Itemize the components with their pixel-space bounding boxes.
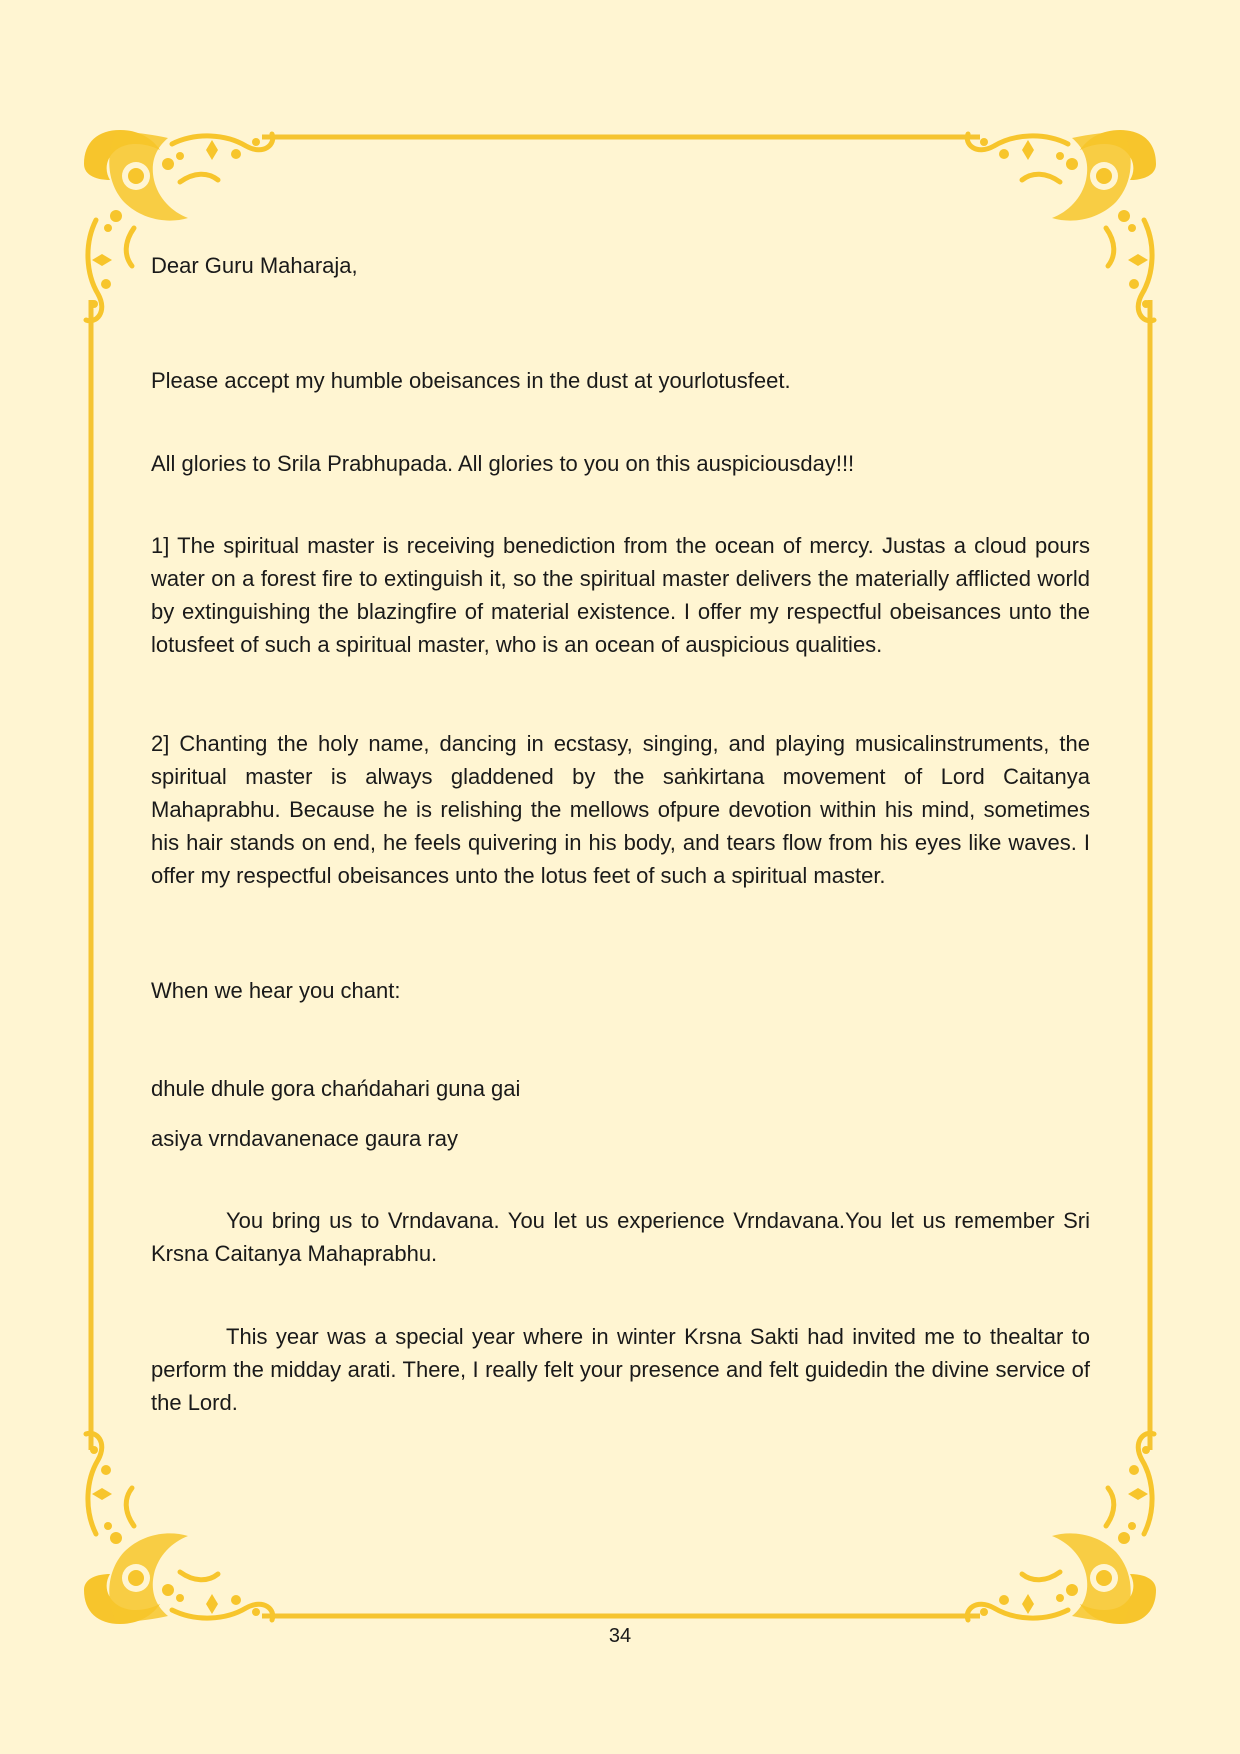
song-line-1: dhule dhule gora chańdahari guna gai: [151, 1076, 521, 1101]
bottom-right-ornament-icon: [967, 1433, 1156, 1624]
top-left-ornament-icon: [84, 130, 273, 321]
salutation: Dear Guru Maharaja,: [151, 253, 358, 278]
page-number: 34: [608, 1625, 632, 1647]
paragraph-vrndavana: You bring us to Vrndavana. You let us experience Vrndavana.You let us remember Sri Krsna Caitanya Mahaprabhu.: [151, 1208, 1090, 1266]
paragraph-verse-2: 2] Chanting the holy name, dancing in ecstasy, singing, and playing musicalinstruments, the spiritual master is always gladdened by the saṅkirtana movement of Lord Caitanya Mahaprabhu. Because he is relishing the mellows ofpure devotion within his mind, sometimes his hair stands on end, he feels quivering in his body, and tears flow from his eyes like waves. I offer my respectful obeisances unto the lotus feet of such a spiritual master.: [151, 731, 1090, 888]
bottom-left-ornament-icon: [84, 1433, 273, 1624]
paragraph-glories: All glories to Srila Prabhupada. All glories to you on this auspiciousday!!!: [151, 451, 855, 476]
song-line-2: asiya vrndavanenace gaura ray: [151, 1126, 458, 1151]
top-right-ornament-icon: [967, 130, 1156, 321]
paragraph-obeisances: Please accept my humble obeisances in the dust at yourlotusfeet.: [151, 368, 791, 393]
paragraph-verse-1: 1] The spiritual master is receiving benediction from the ocean of mercy. Justas a cloud pours water on a forest fire to extinguish it, so the spiritual master delivers the materially afflicted world by extinguishing the blazingfire of material existence. I offer my respectful obeisances unto the lotusfeet of such a spiritual master, who is an ocean of auspicious qualities.: [151, 533, 1090, 657]
paragraph-year: This year was a special year where in winter Krsna Sakti had invited me to thealtar to perform the midday arati. There, I really felt your presence and felt guidedin the divine service of the Lord.: [151, 1324, 1090, 1415]
paragraph-chant-intro: When we hear you chant:: [151, 978, 401, 1003]
